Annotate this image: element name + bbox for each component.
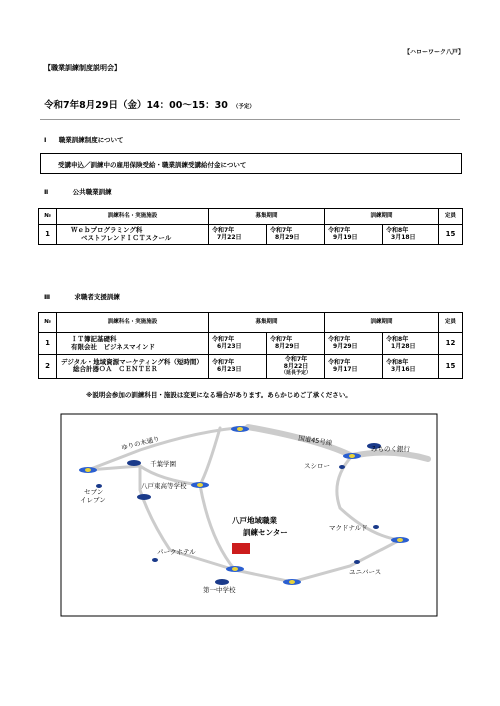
reservation-note: （予定） — [232, 104, 255, 110]
facility-name: 総合計器ＯＡ ＣＥＮＴＥＲ — [73, 365, 158, 374]
facility-name: 有限会社 ビジネスマインド — [71, 342, 156, 351]
hachinohe-hs-marker — [137, 494, 151, 500]
signal-icon — [289, 580, 295, 584]
signal-icon — [85, 468, 91, 472]
date: 6月23日 — [217, 365, 242, 373]
signal-icon — [197, 483, 203, 487]
seven-label: セブン — [84, 488, 104, 496]
signal-icon — [232, 567, 238, 571]
row-no: 2 — [39, 355, 57, 379]
datetime-text: 令和7年8月29日（金）14：00～15：30 — [44, 100, 228, 111]
section3-numeral: Ⅲ — [44, 293, 51, 301]
center-label-2: 訓練センター — [243, 528, 288, 537]
change-note: ※説明会参加の訓練科目・施設は変更になる場合があります。あらかじめご了承ください。 — [86, 391, 352, 399]
course-name: ＩＴ簿記基礎科 — [71, 335, 117, 344]
universe-marker — [354, 560, 360, 564]
chiba-label: 千葉学園 — [150, 460, 176, 468]
signal-icon — [349, 454, 355, 458]
daiichi-label: 第一中学校 — [203, 586, 236, 594]
date: 9月19日 — [333, 233, 358, 241]
date: 3月18日 — [391, 233, 416, 241]
mcd-label: マクドナルド — [329, 524, 368, 532]
col-training: 訓練期間 — [325, 313, 439, 333]
row-capacity: 15 — [439, 225, 463, 245]
sushiro-label: スシロー — [304, 462, 330, 470]
training-center-marker — [232, 543, 250, 554]
michinoku-label: みちのく銀行 — [371, 445, 410, 453]
era: 令和7年 — [284, 355, 308, 363]
section2-numeral: Ⅱ — [44, 188, 49, 196]
date: 3月16日 — [391, 365, 416, 373]
col-course: 訓練科名・実施施設 — [57, 209, 209, 225]
row-capacity: 15 — [439, 355, 463, 379]
center-label-1: 八戸地域職業 — [232, 516, 277, 525]
facility-name: ベストフレンドＩＣＴスクール — [81, 233, 172, 242]
course-name: Ｗｅｂプログラミング科 — [71, 226, 143, 235]
col-course: 訓練科名・実施施設 — [57, 313, 209, 333]
row-no: 1 — [39, 333, 57, 355]
date: 8月29日 — [275, 233, 300, 241]
route45-label: 国道45号線 — [297, 434, 333, 448]
signal-icon — [397, 538, 403, 542]
sushiro-marker — [339, 465, 345, 469]
era: 令和7年 — [212, 226, 235, 234]
era: 令和7年 — [270, 335, 293, 343]
universe-label: ユニバース — [349, 568, 382, 576]
date: 7月22日 — [217, 233, 242, 241]
era: 令和8年 — [386, 226, 409, 234]
course-name: デジタル・地域資源マーケティング科（短時間） — [61, 358, 203, 367]
hachinohe-hs-label: 八戸東高等学校 — [141, 482, 187, 490]
era: 令和7年 — [328, 226, 351, 234]
era: 令和7年 — [328, 335, 351, 343]
date: 8月29日 — [275, 342, 300, 350]
chiba-marker — [127, 460, 141, 466]
park-marker — [152, 558, 158, 562]
mcd-marker — [373, 525, 379, 529]
row-capacity: 12 — [439, 333, 463, 355]
col-application: 募集期間 — [209, 313, 325, 333]
era: 令和7年 — [212, 358, 235, 366]
col-training: 訓練期間 — [325, 209, 439, 225]
era: 令和7年 — [212, 335, 235, 343]
era: 令和7年 — [270, 226, 293, 234]
col-no: № — [39, 209, 57, 225]
daiichi-marker — [215, 579, 229, 585]
col-application: 募集期間 — [209, 209, 325, 225]
date: 9月29日 — [333, 342, 358, 350]
section1-box-text: 受講申込／訓練中の雇用保険受給・職業訓練受講給付金について — [58, 161, 247, 169]
era: 令和8年 — [386, 358, 409, 366]
col-capacity: 定員 — [439, 313, 463, 333]
section1-title: 職業訓練制度について — [58, 136, 124, 144]
col-no: № — [39, 313, 57, 333]
date: 9月17日 — [333, 365, 358, 373]
yurinoki-label: ゆりの木通り — [120, 434, 161, 452]
signal-icon — [237, 427, 243, 431]
col-capacity: 定員 — [439, 209, 463, 225]
event-title: 【職業訓練制度説明会】 — [44, 64, 121, 72]
eleven-label: イレブン — [80, 496, 106, 504]
section2-title: 公共職業訓練 — [72, 188, 112, 196]
row-no: 1 — [39, 225, 57, 245]
era: 令和7年 — [328, 358, 351, 366]
date: 6月23日 — [217, 342, 242, 350]
era: 令和8年 — [386, 335, 409, 343]
date: 8月22日 — [283, 362, 309, 370]
office-label: 【ハローワーク八戸】 — [404, 49, 465, 56]
date: 1月28日 — [391, 342, 416, 350]
date-note: （延長予定） — [281, 369, 312, 376]
park-label: パークホテル — [157, 548, 196, 556]
section3-title: 求職者支援訓練 — [74, 293, 120, 301]
section1-numeral: Ⅰ — [44, 136, 47, 144]
